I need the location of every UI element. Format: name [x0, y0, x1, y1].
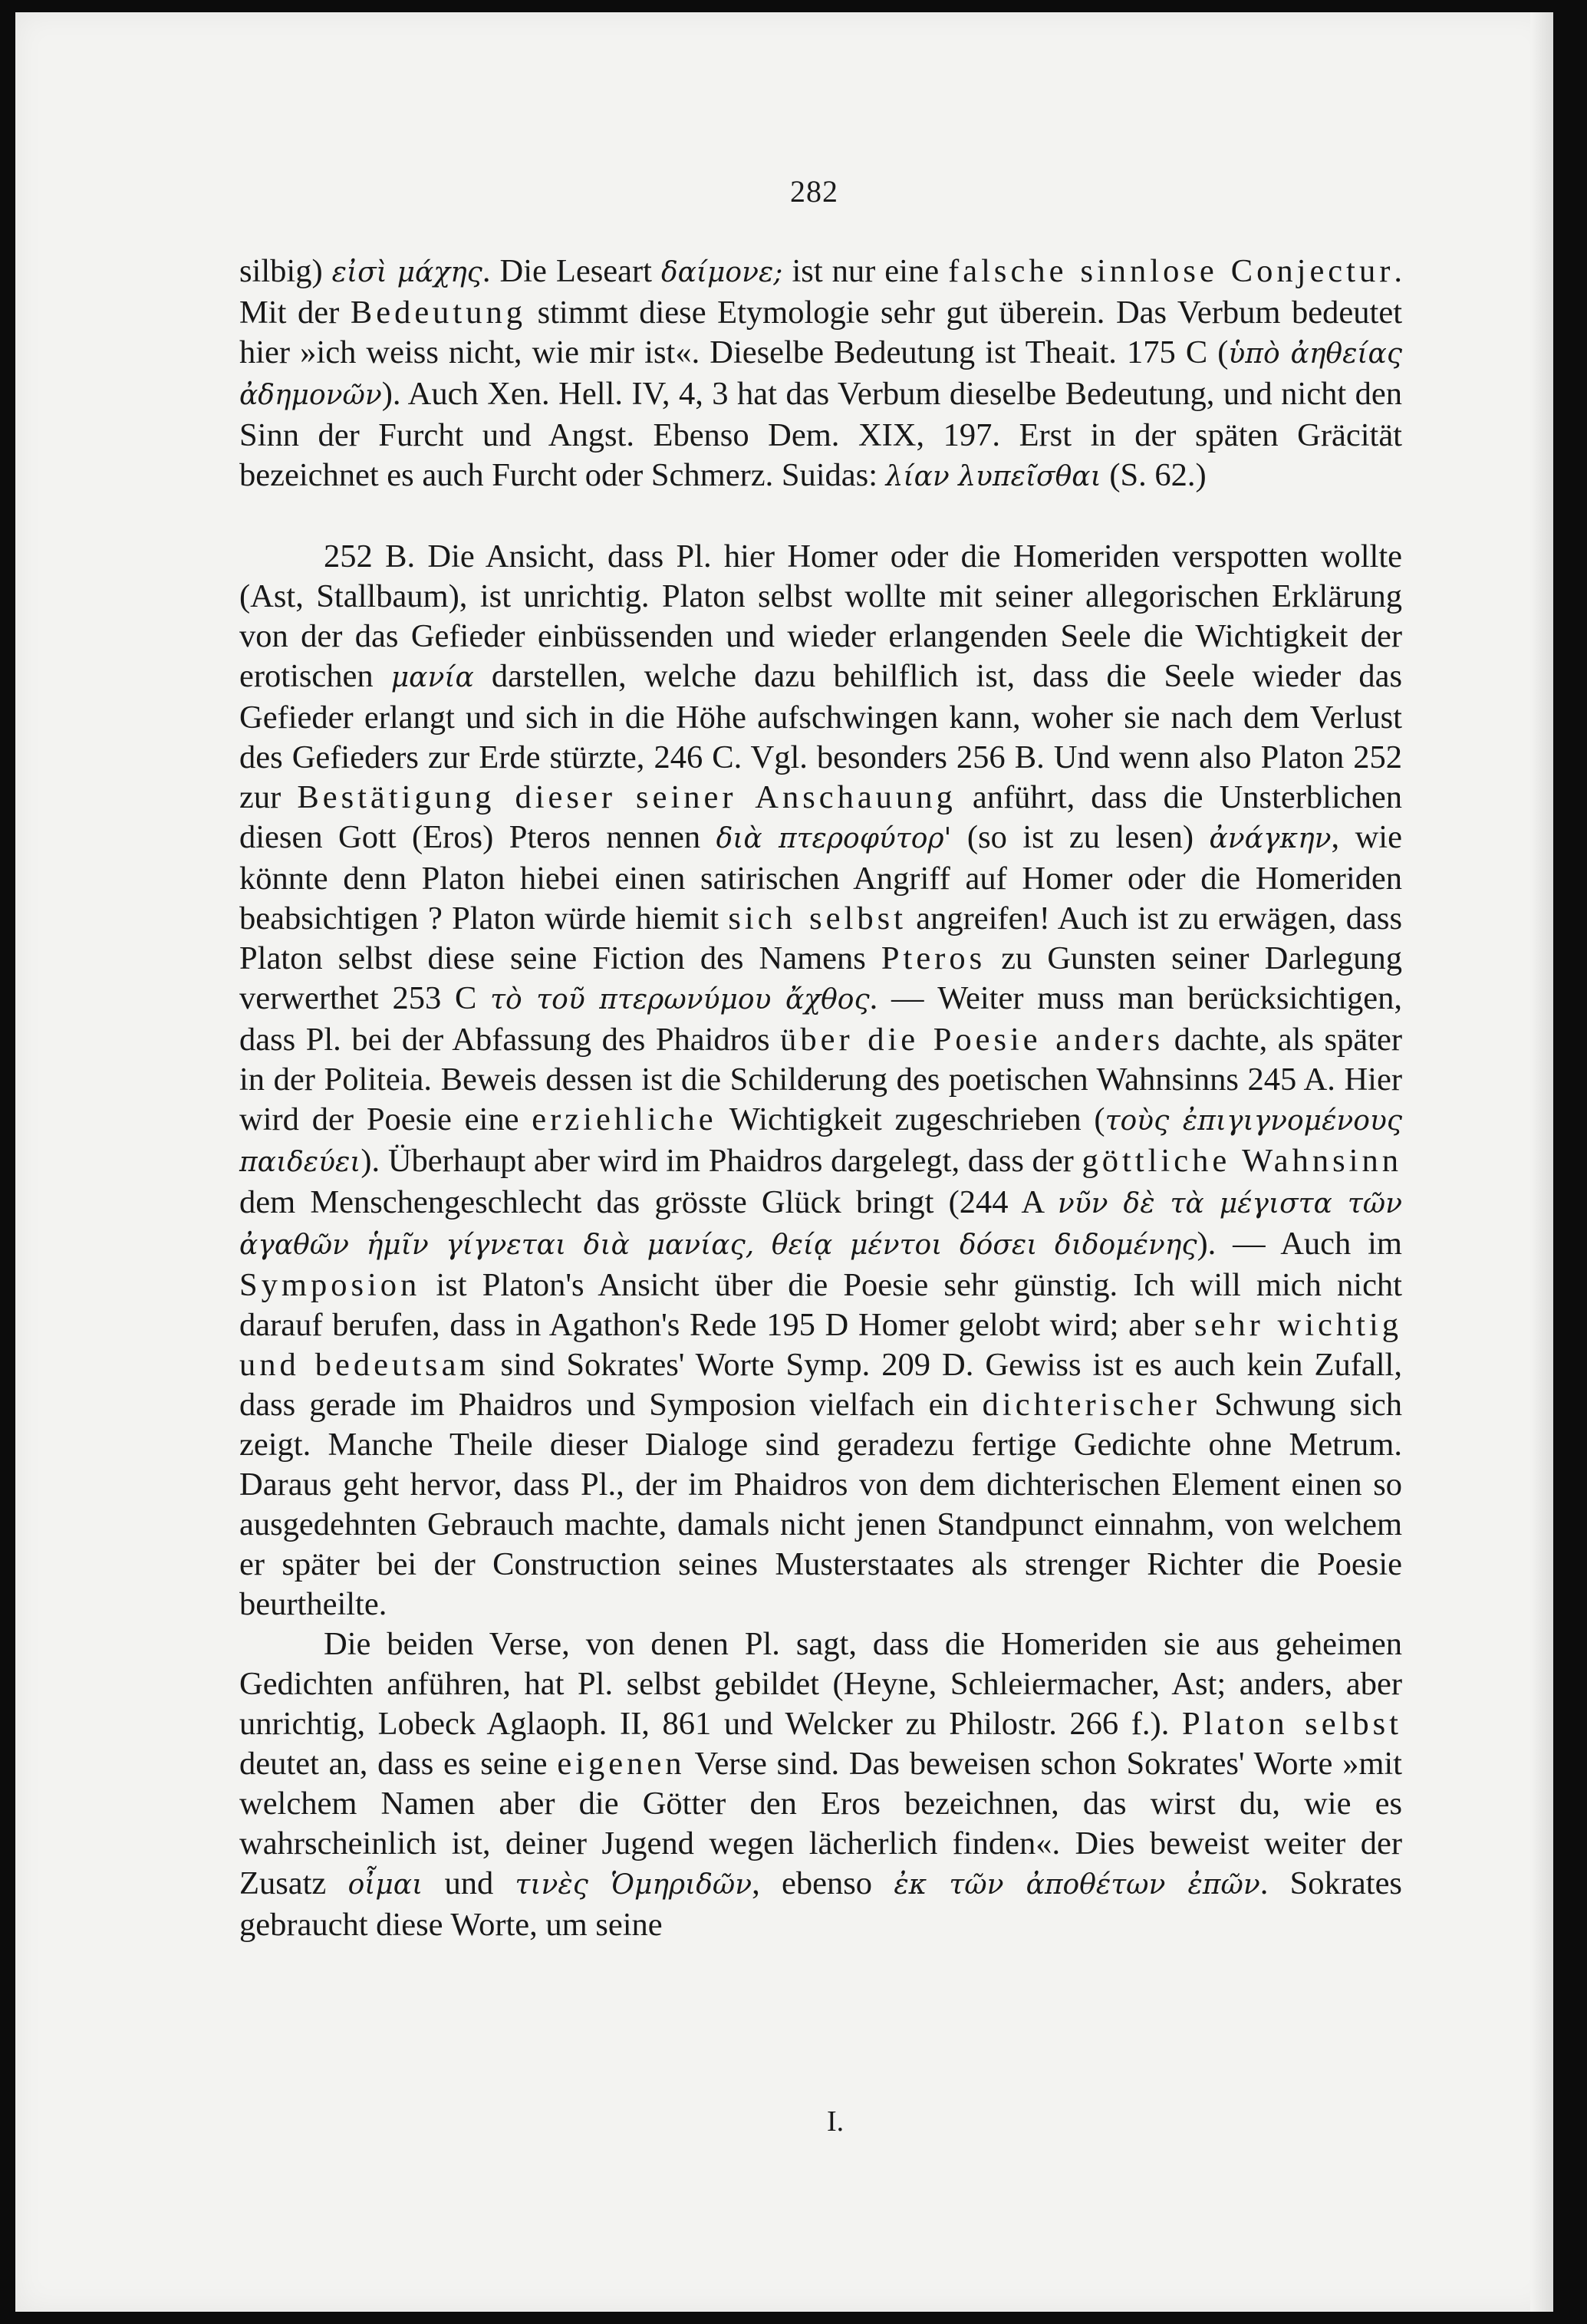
text-run: Schwung sich zeigt. Manche Theile dieser Dialoge sind geradezu fertige Gedichte ohne Metrum. Daraus geht hervor, dass Pl., der im Phaidros von dem dichterischen Element einen so ausgedehnten Gebrauch machte, damals nicht jenen Standpunct einnahm, von welchem er später bei der Construction seines Musterstaates als strenger Richter die Poesie beurtheilte. [239, 1387, 1403, 1622]
emphasis-spaced: falsche sinnlose Conjectur [948, 253, 1394, 289]
text-run: deutet an, dass es seine [239, 1746, 558, 1782]
text-run: . — Weiter muss man berücksichtigen, dass Pl. bei der Abfassung des Phaidros [239, 980, 1402, 1058]
greek-quote: διὰ πτεροφύτορ' [716, 823, 952, 854]
book-page [15, 12, 1553, 2312]
text-run: zu Gunsten seiner Darlegung verwerthet 253 C [239, 940, 1403, 1016]
text-run: ). Überhaupt aber wird im Phaidros dargelegt, dass der [361, 1143, 1082, 1179]
greek-quote: ἀνάγκην [1209, 823, 1332, 854]
page-number: 282 [790, 174, 838, 209]
page-edge-shadow [1530, 12, 1553, 2312]
text-run: , wie könnte denn Platon hiebei einen satirischen Angriff auf Homer oder die Homeriden beabsichtigen ? Platon würde hiemit [239, 819, 1402, 937]
text-run: angreifen! Auch ist zu erwägen, dass Platon selbst diese seine Fiction des Namens [239, 900, 1403, 976]
text-run: . Mit der [239, 253, 1403, 331]
emphasis-spaced: Symposion [239, 1267, 421, 1303]
emphasis-spaced: göttliche Wahnsinn [1082, 1143, 1402, 1179]
text-run: (S. 62.) [1101, 457, 1207, 493]
greek-quote: τινὲς Ὁμηριδῶν [515, 1869, 752, 1901]
body-text [239, 252, 1402, 1945]
signature-mark: I. [827, 2105, 845, 2138]
greek-quote: δαίμονε; [660, 257, 783, 288]
greek-quote: ἐκ τῶν ἀποθέτων ἐπῶν [894, 1869, 1260, 1901]
text-run: silbig) [239, 253, 332, 289]
text-run: sind Sokrates' Worte Symp. 209 D. Gewiss ist es auch kein Zufall, dass gerade im Phaidros und Symposion vielfach ein [239, 1347, 1402, 1423]
text-run: ist Platon's Ansicht über die Poesie sehr günstig. Ich will mich nicht darauf berufen, dass in Agathon's Rede 195 D Homer gelobt wird; aber [239, 1267, 1402, 1343]
paragraph-2 [239, 537, 1402, 1624]
emphasis-spaced: dichterischer [982, 1387, 1201, 1423]
text-run: dem Menschengeschlecht das grösste Glück bringt (244 A [239, 1184, 1058, 1220]
text-run: . Die Leseart [482, 253, 661, 289]
emphasis-spaced: eigenen [557, 1746, 686, 1782]
text-run: und [423, 1865, 515, 1901]
greek-quote: μανία [390, 662, 474, 693]
text-run: stimmt diese Etymologie sehr gut überein. Das Verbum bedeutet hier »ich weiss nicht, wie mir ist«. Dieselbe Bedeutung ist Theait. 175 C ( [239, 295, 1403, 370]
text-run: , ebenso [752, 1865, 894, 1901]
paragraph-3 [239, 1624, 1402, 1945]
emphasis-spaced: Bedeutung [350, 295, 526, 331]
text-run: (so ist zu lesen) [951, 819, 1210, 855]
emphasis-spaced: erziehliche [532, 1101, 717, 1137]
greek-quote: τὸ τοῦ πτερωνύμου ἄχθος [490, 984, 870, 1016]
paragraph-1 [239, 252, 1402, 497]
text-run: ist nur eine [782, 253, 949, 289]
text-run: dachte, als später in der Politeia. Beweis dessen ist die Schilderung des poetischen Wahnsinns 245 A. Hier wird der Poesie eine [239, 1022, 1403, 1137]
emphasis-spaced: über die Poesie anders [780, 1022, 1164, 1058]
emphasis-spaced: Bestätigung dieser seiner Anschauung [297, 779, 956, 815]
greek-quote: ὑπὸ ἀηθείας ἀδημονῶν [239, 338, 1403, 411]
emphasis-spaced: sehr wichtig und bedeutsam [239, 1307, 1402, 1383]
text-run: Die beiden Verse, von denen Pl. sagt, dass die Homeriden sie aus geheimen Gedichten anführen, hat Pl. selbst gebildet (Heyne, Schleiermacher, Ast; anders, aber unrichtig, Lobeck Aglaoph. II, 861 und Welcker zu Philostr. 266 f.). [239, 1626, 1402, 1742]
text-run: ). — Auch im [1197, 1226, 1402, 1262]
text-run: anführt, dass die Unsterblichen diesen Gott (Eros) Pteros nennen [239, 779, 1402, 855]
greek-quote: λίαν λυπεῖσθαι [885, 461, 1101, 492]
text-run: darstellen, welche dazu behilflich ist, dass die Seele wieder das Gefieder erlangt und sich in die Höhe aufschwingen kann, woher sie nach dem Verlust des Gefieders zur Erde stürzte, 246 C. Vgl. besonders 256 B. Und wenn also Platon 252 zur [239, 658, 1402, 815]
greek-quote: οἶμαι [347, 1869, 423, 1901]
emphasis-spaced: sich selbst [728, 900, 907, 937]
text-run: 252 B. Die Ansicht, dass Pl. hier Homer oder die Homeriden verspotten wollte (Ast, Stallbaum), ist unrichtig. Platon selbst wollte mit seiner allegorischen Erklärung von der das Gefieder einbüssenden und wieder erlangenden Seele die Wichtigkeit der erotischen [239, 538, 1402, 694]
text-run: Verse sind. Das beweisen schon Sokrates' Worte »mit welchem Namen aber die Götter den Eros bezeichnen, das wirst du, wie es wahrscheinlich ist, deiner Jugend wegen lächerlich finden«. Dies beweist weiter der Zusatz [239, 1746, 1402, 1901]
text-run: Wichtigkeit zugeschrieben ( [716, 1101, 1105, 1137]
greek-quote: νῦν δὲ τὰ μέγιστα τῶν ἀγαθῶν ἡμῖν γίγνεται διὰ μανίας, θείᾳ μέντοι δόσει διδομένης [239, 1188, 1403, 1261]
text-run: . Sokrates gebraucht diese Worte, um seine [239, 1865, 1402, 1943]
emphasis-spaced: Pteros [881, 940, 986, 976]
greek-quote: εἰσὶ μάχης [331, 257, 482, 288]
greek-quote: τοὺς ἐπιγιγνομένους παιδεύει [239, 1105, 1403, 1178]
text-run: ). Auch Xen. Hell. IV, 4, 3 hat das Verbum dieselbe Bedeutung, und nicht den Sinn der Furcht und Angst. Ebenso Dem. XIX, 197. Erst in der späten Gräcität bezeichnet es auch Furcht oder Schmerz. Suidas: [239, 376, 1402, 493]
emphasis-spaced: Platon selbst [1181, 1706, 1402, 1742]
